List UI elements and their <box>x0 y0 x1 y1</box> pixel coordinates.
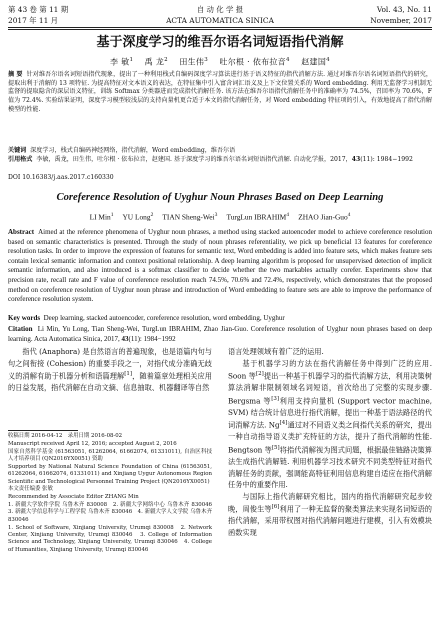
author-name-en: ZHAO Jian-Guo <box>298 212 348 222</box>
citation-en-pages: (11): 1984−1992 <box>128 334 176 343</box>
header-date-cn: 2017 年 11 月 <box>8 16 59 25</box>
author-affil-sup: 3 <box>204 57 209 63</box>
citation-cn-label: 引用格式 <box>8 156 33 163</box>
citation-en-volume: 43 <box>121 334 129 343</box>
running-header <box>8 4 432 28</box>
header-journal-cn: 自 动 化 学 报 <box>196 5 244 14</box>
keywords-cn <box>8 147 432 156</box>
abstract-cn <box>8 71 432 115</box>
ref-citation[interactable]: [6] <box>271 504 280 511</box>
body-paragraph <box>228 491 432 539</box>
keywords-en-text: Deep learning, stacked autoencoder, coreference resolution, word embedding, Uyghur <box>43 314 285 322</box>
citation-en-text: Li Min, Yu Long, Tian Sheng-Wei, TurgLun IBRAHIM, Zhao Jian-Guo. Coreference resolution of Uyghur noun phrases based on deep learning. Acta Automatica Sinica, 2017, <box>8 325 432 343</box>
body-text: 利用支持向量机 (Support vector machine, SVM) 结合统计信息进行指代消解，提出一种基于语法路径的代词消解方法. Ng <box>228 396 432 430</box>
body-column-left <box>8 346 212 394</box>
body-paragraph <box>228 346 432 358</box>
author-name-cn: 禹 龙 <box>144 57 165 67</box>
footnote-line: Manuscript received April 12, 2016; accepted August 2, 2016 <box>8 440 177 447</box>
keywords-en <box>8 314 432 324</box>
author-name-cn: 吐尔根 · 依布拉音 <box>219 57 287 67</box>
header-volume-cn: 第 43 卷 第 11 期 <box>8 5 69 14</box>
footnote-rule <box>8 430 78 431</box>
citation-cn-volume: 43 <box>351 156 361 163</box>
keywords-cn-label: 关键词 <box>8 147 27 154</box>
author-affil-sup: 4 <box>326 57 330 63</box>
author-name-cn: 田生伟 <box>179 57 205 67</box>
author-affil-sup: 3 <box>214 212 218 218</box>
ref-citation[interactable]: [4] <box>279 420 288 427</box>
author-list-cn <box>8 55 432 68</box>
abstract-cn-text: 针对维吾尔语名词短语指代现象，提出了一种利用栈式自编码深度学习算法进行基于语义特征的指代消解方法. 通过对维吾尔语名词短语指代的研究，提取出利于消解的 13 项特征. 为提高特征对文本语义的表达，在特征集中引入富含词汇语义及上下文位置关系的 Word embedding. 利用无监督学习机制无监督的提取隐含的深层语义特征，训练 Softmax 分类器进而完成指代消解任务. 该方法在维吾尔语指代消解任务中的准确率为 74.5%，召回率为 70.6%，F 值为 72.4%. 实验结果证明，深度学习模型较浅层的支持向量机更合适于本文的指代消解任务，对 Word embedding 特征项的引入，有效地提高了指代消解模型的性能. <box>8 71 433 113</box>
body-column-right <box>228 346 432 538</box>
citation-en-label: Citation <box>8 325 33 333</box>
author-name-en: LI Min <box>89 212 111 222</box>
footnote-line: 1. 新疆大学软件学院 乌鲁木齐 830008 2. 新疆大学网络中心 乌鲁木齐 830046 3. 新疆大学信息科学与工程学院 乌鲁木齐 830046 4. 新疆大学人文学院 乌鲁木齐 830046 <box>8 502 218 523</box>
body-text: 提出一种基于机器学习的指代消解方法，利用决策树算法消解非限制领域名词短语，首次给出了完整的实现步骤. Bergsma 等 <box>228 371 432 406</box>
footnote-line: 收稿日期 2016-04-12 录用日期 2016-08-02 <box>8 433 123 439</box>
author-name-en: TIAN Sheng-Wei <box>162 212 215 222</box>
author-affil-sup: 1 <box>110 212 114 218</box>
author-affil-sup: 4 <box>286 57 290 63</box>
footnotes <box>8 433 218 555</box>
doi-text[interactable]: DOI 10.16383/j.aas.2017.c160330 <box>8 174 114 181</box>
keywords-en-label: Key words <box>8 314 41 322</box>
body-paragraph <box>228 358 432 491</box>
author-name-cn: 赵建国 <box>301 57 327 67</box>
citation-cn-pages: (11): 1984−1992 <box>360 156 413 163</box>
ref-citation[interactable]: [2] <box>255 371 264 378</box>
header-rule-top <box>8 27 432 28</box>
ref-citation[interactable]: [1] <box>124 371 133 378</box>
paper-title-en: Coreference Resolution of Uyghur Noun Phrases Based on Deep Learning <box>56 192 384 203</box>
abstract-en-label: Abstract <box>8 228 35 236</box>
header-journal-en: ACTA AUTOMATICA SINICA <box>166 16 274 25</box>
author-name-en: YU Long <box>122 212 151 222</box>
footnote-line: 本文责任编委 张敏 <box>8 486 53 493</box>
author-affil-sup: 2 <box>150 212 154 218</box>
ref-citation[interactable]: [5] <box>271 444 280 451</box>
abstract-cn-label: 摘 要 <box>8 71 23 78</box>
author-affil-sup: 1 <box>129 57 134 63</box>
citation-cn <box>8 156 432 165</box>
author-name-cn: 李 敏 <box>110 57 130 67</box>
citation-en <box>8 325 432 344</box>
body-text: 指代 (Anaphora) 是自然语言的普遍现象，也是语篇内句与句之间衔接 (Cohesion) 的重要手段之一，对指代成分准确无歧义的消解有助于机器分析和语篇理解 <box>8 347 212 381</box>
header-date-en: November, 2017 <box>370 16 432 25</box>
body-text: 与国际上指代消解研究相比，国内的指代消解研究起步较晚，周俊生等 <box>228 491 432 514</box>
body-text: ，随着篇章处理相关应用的日益发展，指代消解在自动文摘、信息抽取、机器翻译等自然 <box>8 371 212 393</box>
author-list-en <box>8 210 432 222</box>
footnote-line: 1. School of Software, Xinjiang University, Urumqi 830008 2. Network Center, Xinjiang University, Urumqi 830046 3. College of Information Science and Technology, Xinjiang University, Urumqi 830046 4. College of Humanities, Xinjiang University, Urumqi 830046 <box>8 524 212 553</box>
body-text: 基于机器学习的方法在指代消解任务中得到广泛的应用. Soon 等 <box>228 358 432 381</box>
author-affil-sup: 2 <box>164 57 168 63</box>
header-rule-bottom <box>8 29 432 30</box>
doi-line[interactable] <box>8 174 432 183</box>
ref-citation[interactable]: [3] <box>271 395 279 402</box>
footnote-line: Recommended by Associate Editor ZHANG Min <box>8 494 139 501</box>
body-text: 利用了一种无监督的聚类算法来实现名词短语的指代消解，采用带权图对指代消解问题进行建模，引入有效模块函数实现 <box>228 504 432 537</box>
citation-cn-text: 李敏，禹龙，田生伟，吐尔根 · 依布拉音，赵建国. 基于深度学习的维吾尔语名词短语指代消解. 自动化学报，2017， <box>36 156 352 163</box>
body-text: 通过对不同语义类之间指代关系的研究，提出一种自动指导语义类扩充特征的方法，提升了指代消解的性能. Bengtson 等 <box>228 420 432 455</box>
author-affil-sup: 4 <box>286 212 289 218</box>
abstract-en-text: Aimed at the reference phenomena of Uyghur noun phrases, a method using stacked autoencoder model to achieve coreference resolution based on semantic characteristics is presented. Through the study of noun phrases referentiality, we pick up beneficial 13 features for coreference resolution tasks. In order to improve the expression of features for semantic text, Word embedding is added into feature sets, which makes feature sets contain lexical semantic information and context positional relationship. A deep learning algorithm is proposed for unsupervised detection of implicit semantic information, and also introduced is a softmax classifier to decide whether the two markables actually corefer. Experiments show that precision rate, recall rate and F value of coreference resolution reach 74.5%, 70.6% and 72.4%, respectively, which demonstrates that the proposed method on coreference resolution of Uyghur noun phrase and introduction of Word embedding to feature sets are able to improve the performance of coreference resolution system. <box>8 228 432 304</box>
body-paragraph <box>8 346 212 394</box>
footnote-line: Supported by National Natural Science Foundation of China (61563051, 61262064, 61662074, 61331011) and Xinjiang Uygur Autonomous Region Scientific and Technological Personnel Training Project (QN2016YX0051) <box>8 463 212 485</box>
header-volume-en: Vol. 43, No. 11 <box>376 5 432 14</box>
author-name-en: TurgLun IBRAHIM <box>226 212 287 222</box>
keywords-cn-text: 深度学习，栈式自编码神经网络，指代消解，Word embedding，维吾尔语 <box>30 147 236 154</box>
body-text: 语言处理领域有着广泛的运用. <box>228 347 324 356</box>
body-text: 将指代消解视为图式问题，根据最佳链路决策算法生成指代消解链. 利用机器学习技术研究不同类型特征对指代消解任务的贡献，强调能高特征利用信息构建自适应在指代消解任务中的重要作用. <box>228 445 432 490</box>
paper-title-cn: 基于深度学习的维吾尔语名词短语指代消解 <box>96 35 344 50</box>
footnote-line: 国家自然科学基金 (61563051, 61262064, 61662074, 61331011), 自治区科技人才培养项目 (QN2016YX0051) 资助 <box>8 448 212 462</box>
author-affil-sup: 4 <box>347 212 351 218</box>
abstract-en <box>8 228 432 305</box>
